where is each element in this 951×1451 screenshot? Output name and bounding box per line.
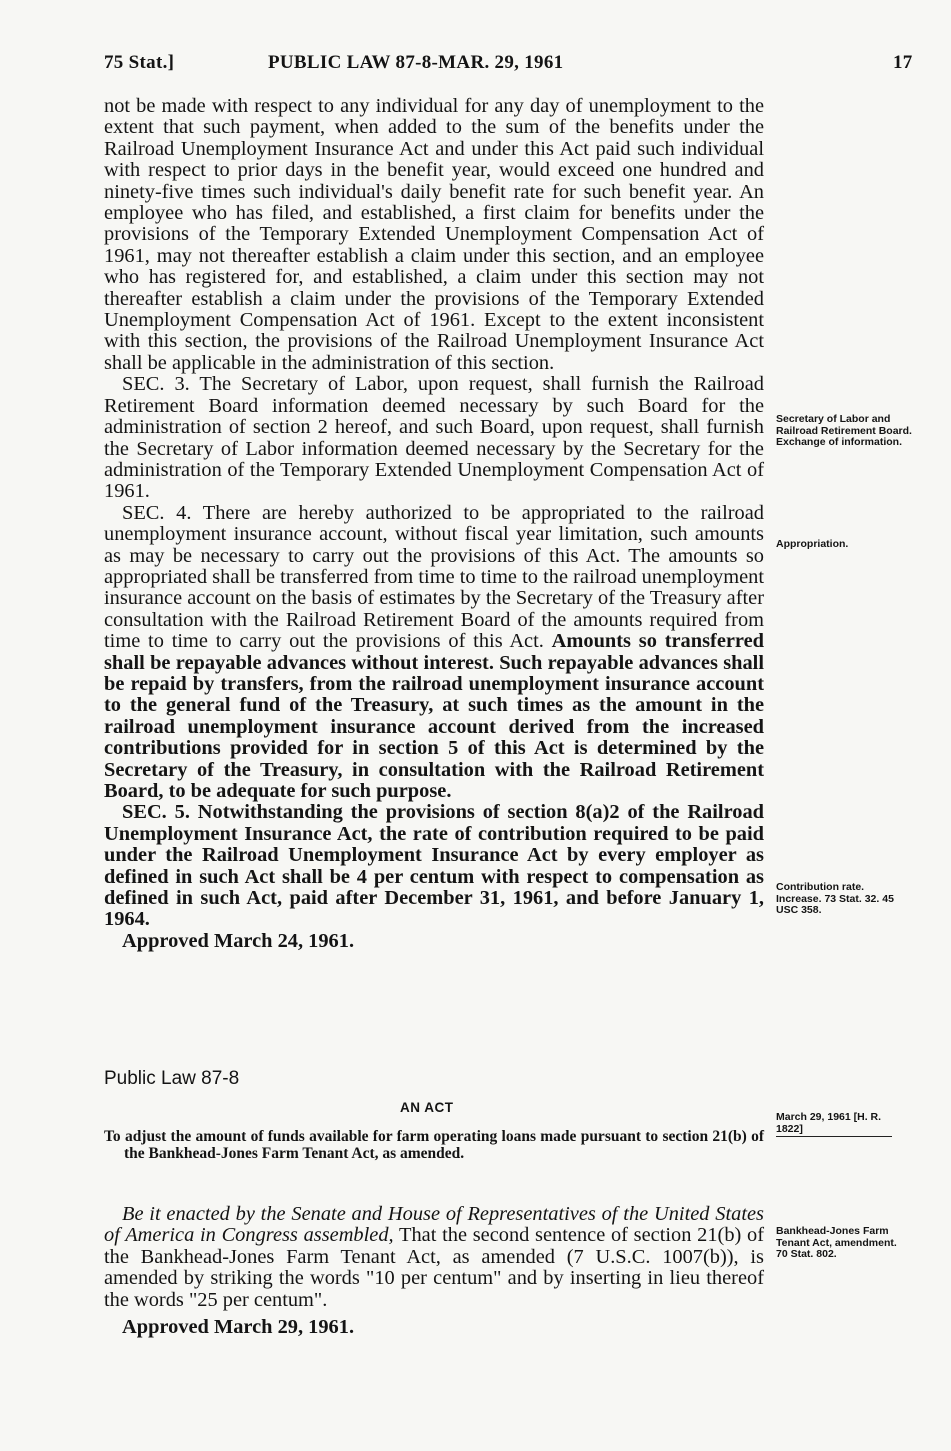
section-3: SEC. 3. The Secretary of Labor, upon request, shall furnish the Railroad Retirement Board information deemed necessary by such Board for the administration of section 2 hereof, and such Board, upon request, shall furnish the Secretary of Labor information deemed necessary by the Secretary for the administration of the Temporary Extended Unemployment Compensation Act of 1961. <box>104 373 764 503</box>
margin-note-date: March 29, 1961 [H. R. 1822] <box>776 1111 882 1135</box>
margin-note-sec5: Contribution rate. Increase. 73 Stat. 32. 45 USC 358. <box>776 881 894 916</box>
enacting-section <box>104 1204 764 1338</box>
main-body <box>104 96 764 952</box>
enacting-paragraph <box>104 1204 764 1311</box>
date-rule <box>776 1136 892 1137</box>
margin-note-sec3: Secretary of Labor and Railroad Retirement Board. Exchange of information. <box>776 413 912 448</box>
page-number: 17 <box>893 52 913 73</box>
approved-date-1: Approved March 24, 1961. <box>122 929 355 952</box>
section-4-text-b: Amounts so transferred shall be repayable advances without interest. Such repayable advances shall be repaid by transfers, from the railroad unemployment insurance account to the general fund of the Treasury, at such times as the amount in the railroad unemployment insurance account derived from the increased contributions provided for in section 5 of this Act is determined by the Secretary of the Treasury, in consultation with the Railroad Retirement Board, to be adequate for such purpose. <box>104 630 764 802</box>
header-volume: 75 Stat.] <box>104 52 175 73</box>
an-act-heading: AN ACT <box>400 1100 454 1115</box>
law-title: Public Law 87-8 <box>104 1068 240 1089</box>
act-purpose: To adjust the amount of funds available for farm operating loans made pursuant to section 21(b) of the Bankhead-Jones Farm Tenant Act, as amended. <box>104 1128 764 1162</box>
approved-date-2: Approved March 29, 1961. <box>122 1316 355 1339</box>
section-5: SEC. 5. Notwithstanding the provisions of section 8(a)2 of the Railroad Unemployment Insurance Act, the rate of contribution required to be paid under the Railroad Unemployment Insurance Act by every employer as defined in such Act shall be 4 per centum with respect to compensation as defined in such Act, paid after December 31, 1961, and before January 1, 1964. <box>104 801 764 931</box>
section-4 <box>104 503 764 803</box>
section-4-text-a: SEC. 4. There are hereby authorized to be appropriated to the railroad unemployment insurance account, without fiscal year limitation, such amounts as may be necessary to carry out the provisions of this Act. The amounts so appropriated shall be transferred from time to time to the railroad unemployment insurance account on the basis of estimates by the Secretary of the Treasury after consultation with the Railroad Retirement Board of the amounts required from time to time to carry out the provisions of this Act. <box>104 501 764 653</box>
section-continuation: not be made with respect to any individual for any day of unemployment to the extent that such payment, when added to the sum of the benefits under the Railroad Unemployment Insurance Act and under this Act paid such individual with respect to prior days in the benefit year, would exceed one hundred and ninety-five times such individual's daily benefit rate for such benefit year. An employee who has filed, and established, a first claim for benefits under the provisions of the Temporary Extended Unemployment Compensation Act of 1961, may not thereafter establish a claim under this section, and an employee who has registered for, and established, a claim under this section may not thereafter establish a claim under the provisions of the Temporary Extended Unemployment Compensation Act of 1961. Except to the extent inconsistent with this section, the provisions of the Railroad Unemployment Insurance Act shall be applicable in the administration of this section. <box>104 95 764 374</box>
margin-note-bankhead: Bankhead-Jones Farm Tenant Act, amendment. 70 Stat. 802. <box>776 1225 897 1260</box>
enacting-text: That the second sentence of section 21(b) of the Bankhead-Jones Farm Tenant Act, as amended (7 U.S.C. 1007(b)), is amended by striking the words "10 per centum" and by inserting in lieu thereof the words "25 per centum". <box>104 1224 765 1311</box>
header-title: PUBLIC LAW 87-8-MAR. 29, 1961 <box>268 52 564 73</box>
enacting-clause: Be it enacted by the Senate and House of Representatives of the United States of America in Congress assembled, <box>104 1203 764 1247</box>
margin-note-sec4: Appropriation. <box>776 538 849 550</box>
